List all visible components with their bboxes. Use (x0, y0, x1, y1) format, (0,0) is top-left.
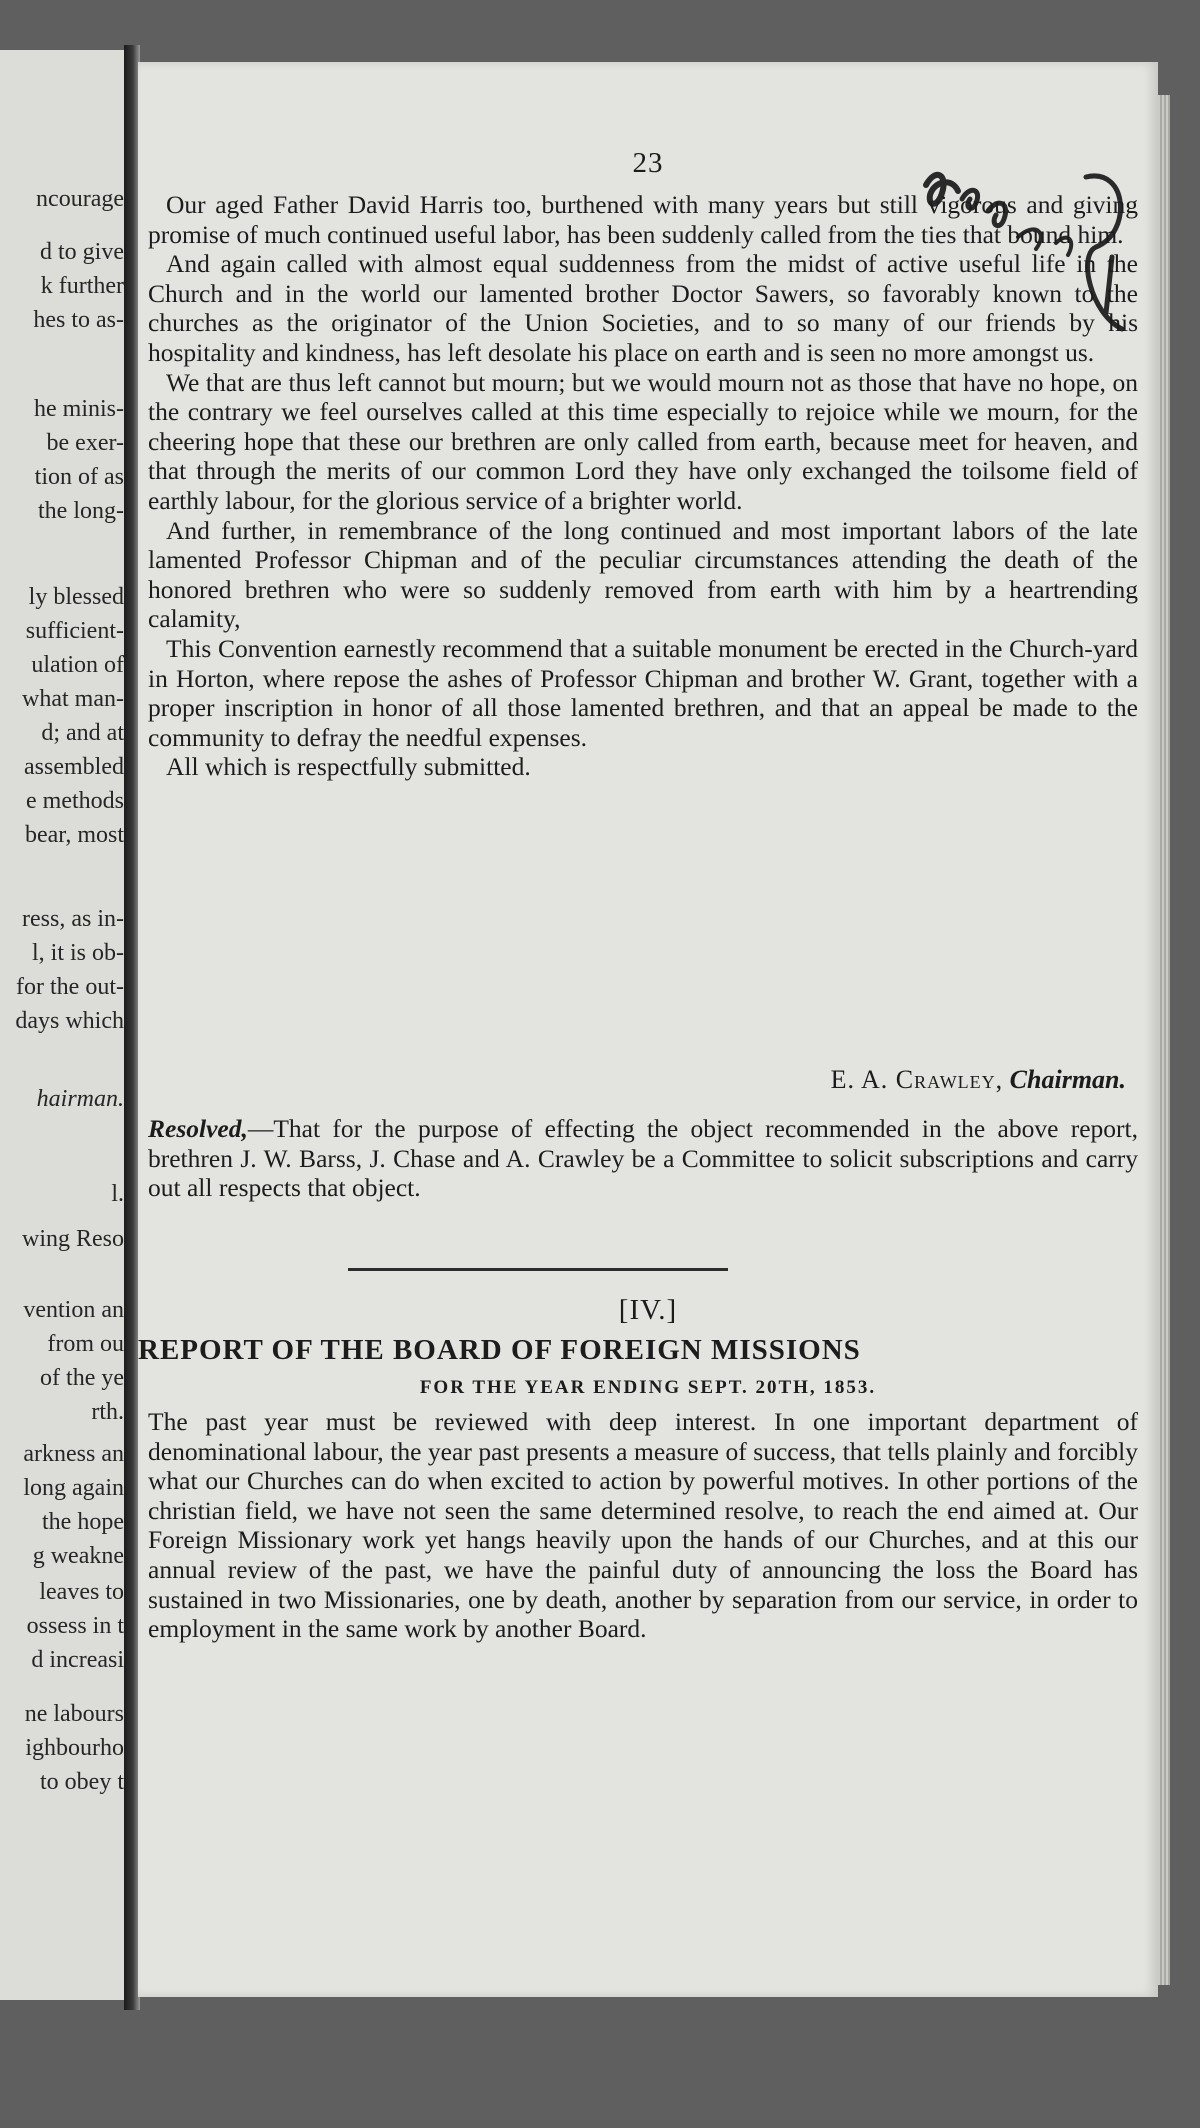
resolved-label: Resolved, (148, 1114, 248, 1143)
facing-page-line: ulation of (31, 652, 124, 678)
facing-page-line: days which (15, 1008, 124, 1034)
facing-page (0, 50, 133, 2000)
facing-page-line: assembled (24, 754, 124, 780)
facing-page-line: from ou (47, 1331, 124, 1357)
facing-page-line: hairman. (36, 1086, 124, 1112)
paragraph-mourn: We that are thus left cannot but mourn; but we would mourn not as those that have no hope, on the contrary we feel ourselves called at this time especially to rejoice while we mourn, for the cheering hope that these our brethren are only called from earth, because meet for heaven, and that through the merits of our common Lord they have only exchanged the toilsome field of earthly labour, for the glorious service of a brighter world. (148, 367, 1138, 515)
facing-page-line: ress, as in- (22, 906, 124, 932)
facing-page-line: the hope (42, 1509, 124, 1535)
facing-page-line: ly blessed (28, 584, 124, 610)
section-number: [IV.] (618, 1294, 678, 1326)
section-body-block (148, 1407, 1138, 1644)
facing-page-line: g weakne (32, 1543, 124, 1569)
facing-page-line: ncourage (36, 186, 124, 212)
facing-page-line: arkness an (23, 1441, 124, 1467)
facing-page-line: vention an (23, 1297, 124, 1323)
body-text (148, 190, 1138, 782)
facing-page-line: ne labours (24, 1701, 124, 1727)
paragraph-monument: This Convention earnestly recommend that a suitable monument be erected in the Church-yard in Horton, where repose the ashes of Professor Chipman and brother W. Grant, together with a proper inscription in honor of all those lamented brethren, and that an appeal be made to the community to defray the needful expenses. (148, 633, 1138, 752)
facing-page-line: to obey t (40, 1769, 124, 1795)
signature (831, 1065, 1126, 1095)
book-page (138, 62, 1158, 1997)
signature-name: E. A. Crawley, (830, 1065, 1004, 1094)
paragraph-harris: Our aged Father David Harris too, burthened with many years but still vigorous and giving promise of much continued useful labor, has been suddenly called from the ties that bound him. (148, 190, 1138, 249)
facing-page-line: ighbourho (25, 1735, 124, 1761)
paragraph-submitted: All which is respectfully submitted. (166, 752, 531, 782)
facing-page-line: be exer- (46, 430, 124, 456)
facing-page-line: l. (111, 1181, 124, 1207)
facing-page-line: k further (40, 273, 124, 299)
facing-page-line: sufficient- (25, 618, 124, 644)
facing-page-line: ossess in t (26, 1613, 124, 1639)
facing-page-line: of the ye (40, 1365, 124, 1391)
facing-page-line: d to give (40, 239, 124, 265)
facing-page-line: long again (23, 1475, 124, 1501)
resolution (148, 1114, 1138, 1203)
paragraph-sawers: And again called with almost equal suddenness from the midst of active useful life in the Church and in the world our lamented brother Doctor Sawers, so favorably known to the churches as the originator of the Union Societies, and to so many of our friends by his hospitality and kindness, has left desolate his place on earth and is seen no more amongst us. (148, 249, 1138, 367)
facing-page-line: bear, most (24, 822, 124, 848)
section-divider (348, 1268, 728, 1271)
facing-page-line: tion of as (34, 464, 124, 490)
facing-page-line: for the out- (16, 974, 124, 1000)
facing-page-line: what man- (22, 686, 124, 712)
signature-role: Chairman. (1009, 1065, 1126, 1094)
facing-page-line: l, it is ob- (31, 940, 124, 966)
section-subtitle: FOR THE YEAR ENDING SEPT. 20TH, 1853. (419, 1377, 877, 1398)
section-body: The past year must be reviewed with deep interest. In one important department of denominational labour, the year past presents a measure of success, that tells plainly and forcibly what our Churches can do when excited to action by powerful motives. In other portions of the christian field, we have not seen the same determined resolve, to reach the end aimed at. Our Foreign Missionary work yet hangs heavily upon the hands of our Churches, and at this our annual review of the past, we have the painful duty of announcing the loss the Board has sustained in two Missionaries, one by death, another by separation from our service, in order to employment in the same work by another Board. (148, 1407, 1138, 1644)
facing-page-line: d; and at (41, 720, 124, 746)
facing-page-line: d increasi (31, 1647, 124, 1673)
facing-page-line: e methods (26, 788, 124, 814)
facing-page-line: hes to as- (33, 307, 124, 333)
facing-page-line: leaves to (39, 1579, 124, 1605)
resolution-text: —That for the purpose of effecting the object recommended in the above report, brethren J. W. Barss, J. Chase and A. Crawley be a Committee to solicit subscriptions and carry out all respects that object. (148, 1114, 1138, 1203)
facing-page-line: rth. (91, 1399, 124, 1425)
facing-page-line: he minis- (34, 396, 124, 422)
section-title: REPORT OF THE BOARD OF FOREIGN MISSIONS (138, 1334, 861, 1366)
page-number: 23 (632, 147, 664, 179)
page-edges (1158, 95, 1170, 1985)
paragraph-chipman: And further, in remembrance of the long continued and most important labors of the late lamented Professor Chipman and of the peculiar circumstances attending the death of the honored brethren who were so suddenly removed from earth with him by a heartrending calamity, (148, 515, 1138, 634)
resolution-paragraph (148, 1114, 1138, 1203)
facing-page-line: wing Reso (22, 1226, 124, 1252)
facing-page-line: the long- (38, 498, 124, 524)
